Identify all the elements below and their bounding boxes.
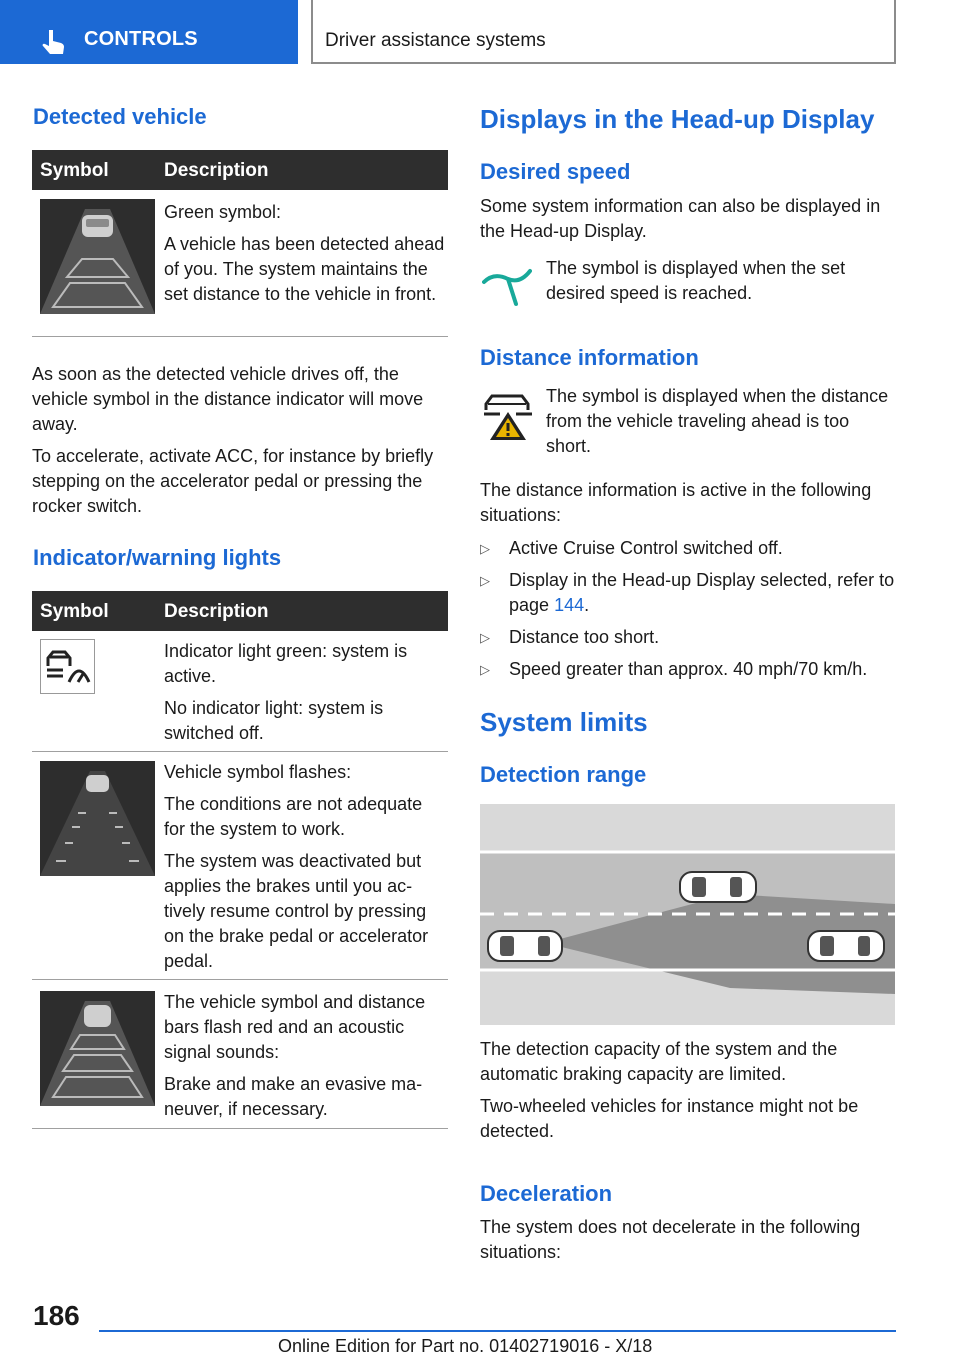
- deceleration-paragraph: The system does not decelerate in the following situations:: [480, 1217, 861, 1262]
- distance-warning-icon: [480, 390, 536, 442]
- two-wheeled-paragraph: Two-wheeled vehicles for instance might not be detected.: [480, 1096, 859, 1141]
- red-bars-description: The vehicle symbol and distance bars flash red and an acoustic signal sounds: Brake and make an evasive maneuver, if necessary.: [164, 992, 426, 1119]
- deceleration-heading: Deceleration: [480, 1181, 613, 1206]
- col-description: Description: [164, 601, 269, 622]
- detected-vehicle-heading: Detected vehicle: [33, 104, 207, 129]
- col-symbol: Symbol: [40, 160, 109, 181]
- detection-capacity-paragraph: The detection capacity of the system and the automatic braking capacity are limited.: [480, 1039, 838, 1084]
- table-divider: [32, 979, 448, 980]
- flashing-vehicle-description: Vehicle symbol flashes: The conditions are not adequate for the system to work. The system was deactivated but applies the brakes until you actively resume control by pressing on the brake pedal or accelerator pedal.: [164, 762, 429, 971]
- col-symbol: Symbol: [40, 601, 109, 622]
- section-title: CONTROLS: [84, 28, 198, 50]
- accelerate-paragraph: To accelerate, activate ACC, for instance by briefly stepping on the accelerator pedal or pressing the rocker switch.: [32, 446, 434, 516]
- bullet-triangle-icon: ▷: [480, 573, 490, 588]
- detected-vehicle-table-header: [32, 150, 448, 190]
- hand-pointer-icon: [40, 28, 68, 56]
- page-link[interactable]: 144: [554, 595, 585, 615]
- indicator-light-description: Indicator light green: system is active. No indicator light: system is switched off.: [164, 641, 408, 743]
- distance-info-active: The distance information is active in the following situations:: [480, 480, 872, 525]
- table-divider: [32, 751, 448, 752]
- chapter-title: Driver assistance systems: [325, 30, 546, 51]
- system-limits-heading: System limits: [480, 707, 648, 737]
- indicator-heading: Indicator/warning lights: [33, 545, 282, 570]
- distance-info-description: The symbol is displayed when the distance from the vehicle traveling ahead is too short.: [546, 386, 889, 456]
- hud-heading: Displays in the Head-up Display: [480, 104, 875, 134]
- desired-speed-description: The symbol is displayed when the set desired speed is reached.: [546, 258, 846, 303]
- drive-off-paragraph: As soon as the detected vehicle drives off, the vehicle symbol in the distance indicator will move away.: [32, 364, 424, 434]
- distance-display-flashing-vehicle: [40, 761, 155, 876]
- footer-divider: [99, 1330, 896, 1332]
- edition-text: Online Edition for Part no. 01402719016 - X/18: [278, 1336, 653, 1356]
- bullet-triangle-icon: ▷: [480, 662, 490, 677]
- desired-speed-heading: Desired speed: [480, 159, 631, 184]
- table-divider: [32, 336, 448, 337]
- desired-speed-marker-icon: [482, 262, 532, 312]
- bullet-triangle-icon: ▷: [480, 541, 490, 556]
- distance-display-green-vehicle: [40, 199, 155, 314]
- detection-range-heading: Detection range: [480, 762, 647, 787]
- desired-speed-intro: Some system information can also be displayed in the Head-up Display.: [480, 196, 881, 241]
- detected-vehicle-description: Green symbol: A vehicle has been detected ahead of you. The system maintains the set distance to the vehicle in front.: [164, 202, 445, 304]
- chapter-tab[interactable]: [0, 0, 298, 64]
- distance-info-conditions: [480, 536, 898, 689]
- col-description: Description: [164, 160, 269, 181]
- detection-range-diagram: [480, 804, 895, 1025]
- distance-info-heading: Distance information: [480, 345, 699, 370]
- acc-indicator-light-icon: [40, 639, 95, 694]
- distance-display-red-bars: [40, 991, 155, 1106]
- list-item: ▷ Display in the Head-up Display selected, refer to page 144.: [480, 570, 895, 615]
- list-item: ▷ Speed greater than approx. 40 mph/70 km/h.: [480, 657, 898, 682]
- indicator-table-header: [32, 591, 448, 631]
- list-item: ▷ Active Cruise Control switched off.: [480, 536, 898, 561]
- list-item: ▷ Distance too short.: [480, 625, 898, 650]
- table-divider: [32, 1128, 448, 1129]
- bullet-triangle-icon: ▷: [480, 630, 490, 645]
- page-number: 186: [33, 1300, 80, 1331]
